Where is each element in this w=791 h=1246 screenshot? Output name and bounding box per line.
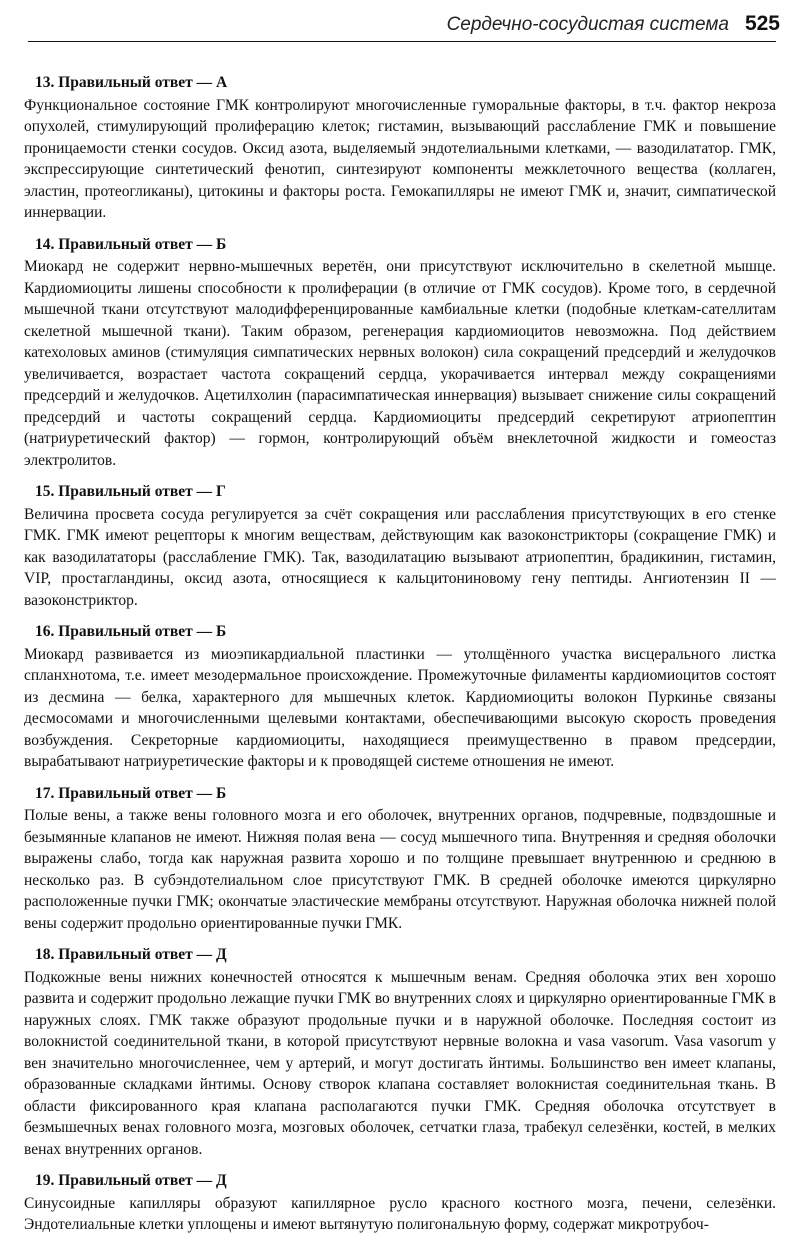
answer-15 [24, 481, 776, 611]
answer-body: Миокард не содержит нервно-мышечных веретён, они присутствуют исключительно в скелетной мышце. Кардиомиоциты лишены способности к пролиферации (в отличие от ГМК сосудов). Кроме того, в сердечной мышечной ткани отсутствуют малодифференцированные камбиальные клетки (подобные клеткам-сателлитам скелетной мышечной ткани). Таким образом, регенерация кардиомиоцитов невозможна. Под действием катехоловых аминов (стимуляция симпатических нервных волокон) сила сокращений предсердий и желудочков увеличивается, возрастает частота сокращений сердца, укорачивается интервал между сокращениями предсердий и желудочков. Ацетилхолин (парасимпатическая иннервация) вызывает снижение силы сокращений предсердий и частоты сокращений сердца. Кардиомиоциты предсердий секретируют атриопептин (натриуретический фактор) — гормон, контролирующий объём внеклеточной жидкости и гомеостаз электролитов. [24, 258, 776, 469]
answer-19 [24, 1170, 776, 1236]
answer-14 [24, 234, 776, 472]
answer-body: Функциональное состояние ГМК контролируют многочисленные гуморальные факторы, в т.ч. фактор некроза опухолей, стимулирующий пролиферацию клеток; гистамин, вызывающий расслабление ГМК и повышение проницаемости стенки сосудов. Оксид азота, выделяемый эндотелиальными клетками, — вазодилататор. ГМК, экспрессирующие синтетический фенотип, синтезируют компоненты межклеточного вещества (коллаген, эластин, протеогликаны), цитокины и факторы роста. Гемокапилляры не имеют ГМК и, значит, симпатической иннервации. [24, 96, 776, 221]
running-title: Сердечно-сосудистая система [446, 14, 729, 35]
answer-body: Синусоидные капилляры образуют капиллярное русло красного костного мозга, печени, селезёнки. Эндотелиальные клетки уплощены и имеют вытянутую полигональную форму, содержат микротрубоч- [24, 1194, 776, 1233]
answer-body: Полые вены, а также вены головного мозга и его оболочек, внутренних органов, подчревные, подвздошные и безымянные клапанов не имеют. Нижняя полая вена — сосуд мышечного типа. Внутренняя и средняя оболочки выражены слабо, тогда как наружная развита хорошо и по толщине превышает внутреннюю и среднюю в несколько раз. В субэндотелиальном слое присутствуют ГМК. В средней оболочке имеются циркулярно расположенные пучки ГМК; окончатые эластические мембраны отсутствуют. Наружная оболочка нижней полой вены содержит продольно ориентированные пучки ГМК. [24, 807, 776, 932]
answer-18 [24, 944, 776, 1160]
answer-heading: 19. Правильный ответ — Д [35, 1172, 227, 1189]
answer-16 [24, 621, 776, 773]
page-number: 525 [744, 12, 780, 35]
answer-heading: 16. Правильный ответ — Б [35, 623, 227, 640]
answer-13 [24, 72, 776, 224]
answer-heading: 14. Правильный ответ — Б [35, 235, 227, 253]
answer-body: Миокард развивается из миоэпикардиальной пластинки — утолщённого участка висцерального листка спланхнотома, т.е. имеет мезодермальное происхождение. Промежуточные филаменты кардиомиоцитов состоят из десмина — белка, характерного для мышечных клеток. Кардиомиоциты волокон Пуркинье связаны десмосомами и многочисленными щелевыми контактами, обеспечивающими высокую скорость проведения возбуждения. Секреторные кардиомиоциты, находящиеся преимущественно в правом предсердии, вырабатывают натриуретические факторы и к проводящей системе отношения не имеют. [24, 645, 776, 770]
answer-heading: 15. Правильный ответ — Г [35, 483, 226, 500]
answers-section [24, 72, 776, 1246]
answer-heading: 17. Правильный ответ — Б [35, 784, 227, 802]
page-header [0, 0, 791, 44]
answer-body: Подкожные вены нижних конечностей относятся к мышечным венам. Средняя оболочка этих вен хорошо развита и содержит продольно лежащие пучки ГМК во внутренних слоях и циркулярно ориентированные ГМК в наружных слоях. ГМК также образуют продольные пучки и в наружной оболочке. Последняя состоит из волокнистой соединительной ткани, в которой присутствуют нервные волокна и vasa vasorum. Vasa vasorum у вен значительно многочисленнее, чем у артерий, и могут достигать йнтимы. Большинство вен имеет клапаны, образованные складками йнтимы. Основу створок клапана составляет волокнистая соединительная ткань. В области фиксированного края клапана располагаются пучки ГМК. Средняя оболочка отсутствует в безмышечных венах головного мозга, мозговых оболочек, сетчатки глаза, трабекул селезёнки, костей, в мелких венах внутренних органов. [24, 968, 776, 1158]
answer-17 [24, 783, 776, 935]
answer-heading: 13. Правильный ответ — А [35, 74, 228, 91]
answer-body: Величина просвета сосуда регулируется за счёт сокращения или расслабления присутствующих в его стенке ГМК. ГМК имеют рецепторы к многим веществам, действующим как вазоконстрикторы (сокращение ГМК) и как вазодилататоры (расслабление ГМК). Так, вазодилатацию вызывают атриопептин, брадикинин, гистамин, VIP, простагландины, оксид азота, относящиеся к кальцитониновому гену пептиды. Ангиотензин II — вазоконстриктор. [24, 505, 776, 609]
header-rule [28, 41, 776, 42]
answer-heading: 18. Правильный ответ — Д [35, 946, 227, 963]
